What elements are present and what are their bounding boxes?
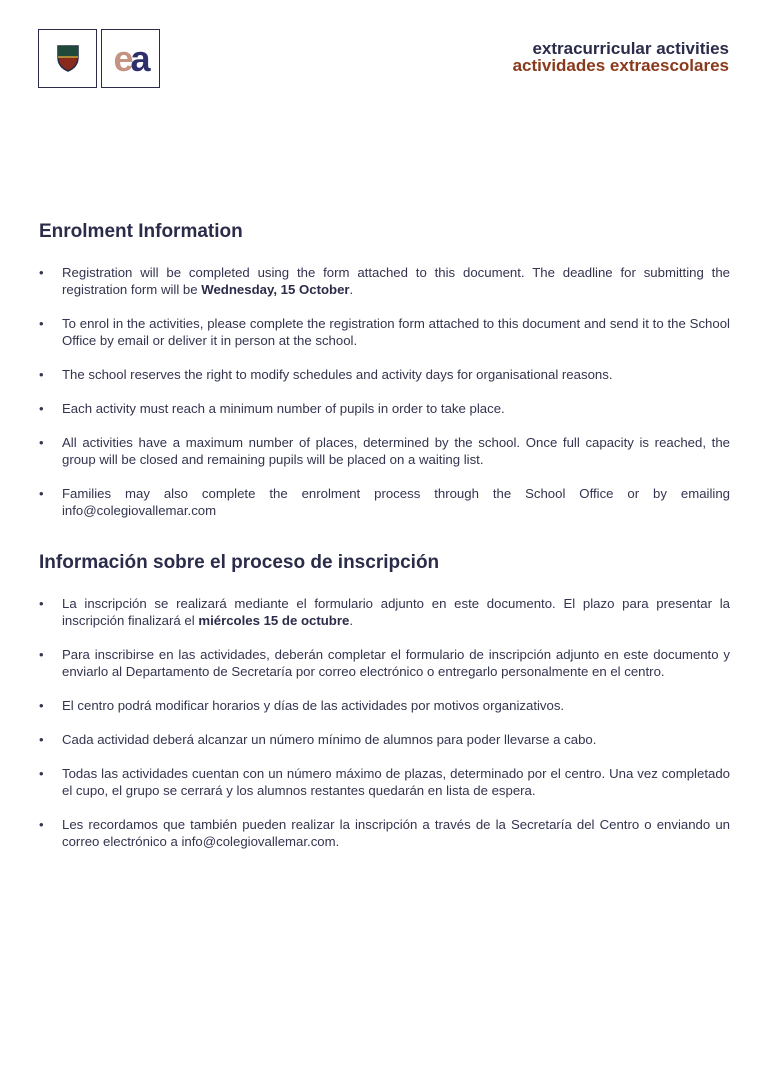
- item-text: Registration will be completed using the form attached to this document. The deadline for submitting the registration form will be: [62, 265, 730, 297]
- item-text: La inscripción se realizará mediante el formulario adjunto en este documento. El plazo para presentar la inscripción finalizará el: [62, 596, 730, 628]
- bullet-icon: •: [39, 265, 44, 280]
- english-list: [39, 264, 730, 519]
- bullet-icon: •: [39, 817, 44, 832]
- bullet-icon: •: [39, 698, 44, 713]
- spanish-list: [39, 595, 730, 850]
- header-title-english: extracurricular activities: [532, 39, 729, 58]
- item-text: The school reserves the right to modify schedules and activity days for organisational reasons.: [62, 367, 613, 382]
- list-item: [39, 434, 730, 468]
- list-item: [39, 400, 730, 417]
- list-item: [39, 485, 730, 519]
- shield-icon: [57, 45, 79, 72]
- list-item: [39, 315, 730, 349]
- bullet-icon: •: [39, 435, 44, 450]
- list-item: [39, 595, 730, 629]
- item-text: Todas las actividades cuentan con un número máximo de plazas, determinado por el centro. Una vez completado el cupo, el grupo se cerrará y los alumnos restantes quedarán en lista de espera.: [62, 766, 730, 798]
- list-item: [39, 765, 730, 799]
- spanish-heading: Información sobre el proceso de inscripción: [39, 552, 440, 573]
- bullet-icon: •: [39, 316, 44, 331]
- list-item: [39, 731, 730, 748]
- bullet-icon: •: [39, 596, 44, 611]
- school-crest-logo: [38, 29, 97, 88]
- item-text: Les recordamos que también pueden realizar la inscripción a través de la Secretaría del Centro o enviando un correo electrónico a info@colegiovallemar.com.: [62, 817, 730, 849]
- item-text-end: .: [349, 613, 354, 628]
- bullet-icon: •: [39, 401, 44, 416]
- item-bold-date: Wednesday, 15 October: [201, 282, 350, 297]
- list-item: [39, 697, 730, 714]
- header-title-spanish: actividades extraescolares: [512, 56, 729, 75]
- bullet-icon: •: [39, 367, 44, 382]
- bullet-icon: •: [39, 766, 44, 781]
- item-text: All activities have a maximum number of places, determined by the school. Once full capacity is reached, the group will be closed and remaining pupils will be placed on a waiting list.: [62, 435, 730, 467]
- list-item: [39, 816, 730, 850]
- item-text: Cada actividad deberá alcanzar un número mínimo de alumnos para poder llevarse a cabo.: [62, 732, 597, 747]
- ea-logo-mark: [113, 37, 148, 79]
- item-bold-date: miércoles 15 de octubre: [198, 613, 350, 628]
- english-heading: Enrolment Information: [39, 221, 243, 242]
- ea-logo-e: e: [113, 37, 131, 79]
- item-text: Each activity must reach a minimum number of pupils in order to take place.: [62, 401, 505, 416]
- item-text-end: .: [349, 282, 354, 297]
- list-item: [39, 366, 730, 383]
- ea-logo-a: a: [130, 37, 148, 79]
- item-text: El centro podrá modificar horarios y días de las actividades por motivos organizativos.: [62, 698, 565, 713]
- item-text: Families may also complete the enrolment process through the School Office or by emailing info@colegiovallemar.com: [62, 486, 730, 518]
- list-item: [39, 646, 730, 680]
- list-item: [39, 264, 730, 298]
- bullet-icon: •: [39, 647, 44, 662]
- english-section: [39, 220, 730, 536]
- item-text: To enrol in the activities, please complete the registration form attached to this document and send it to the School Office by email or deliver it in person at the school.: [62, 316, 730, 348]
- ea-logo: [101, 29, 160, 88]
- item-text: Para inscribirse en las actividades, deberán completar el formulario de inscripción adjunto en este documento y enviarlo al Departamento de Secretaría por correo electrónico o entregarlo personalmente en el centro.: [62, 647, 730, 679]
- bullet-icon: •: [39, 732, 44, 747]
- bullet-icon: •: [39, 486, 44, 501]
- header-titles: [513, 40, 729, 74]
- spanish-section: [39, 551, 730, 867]
